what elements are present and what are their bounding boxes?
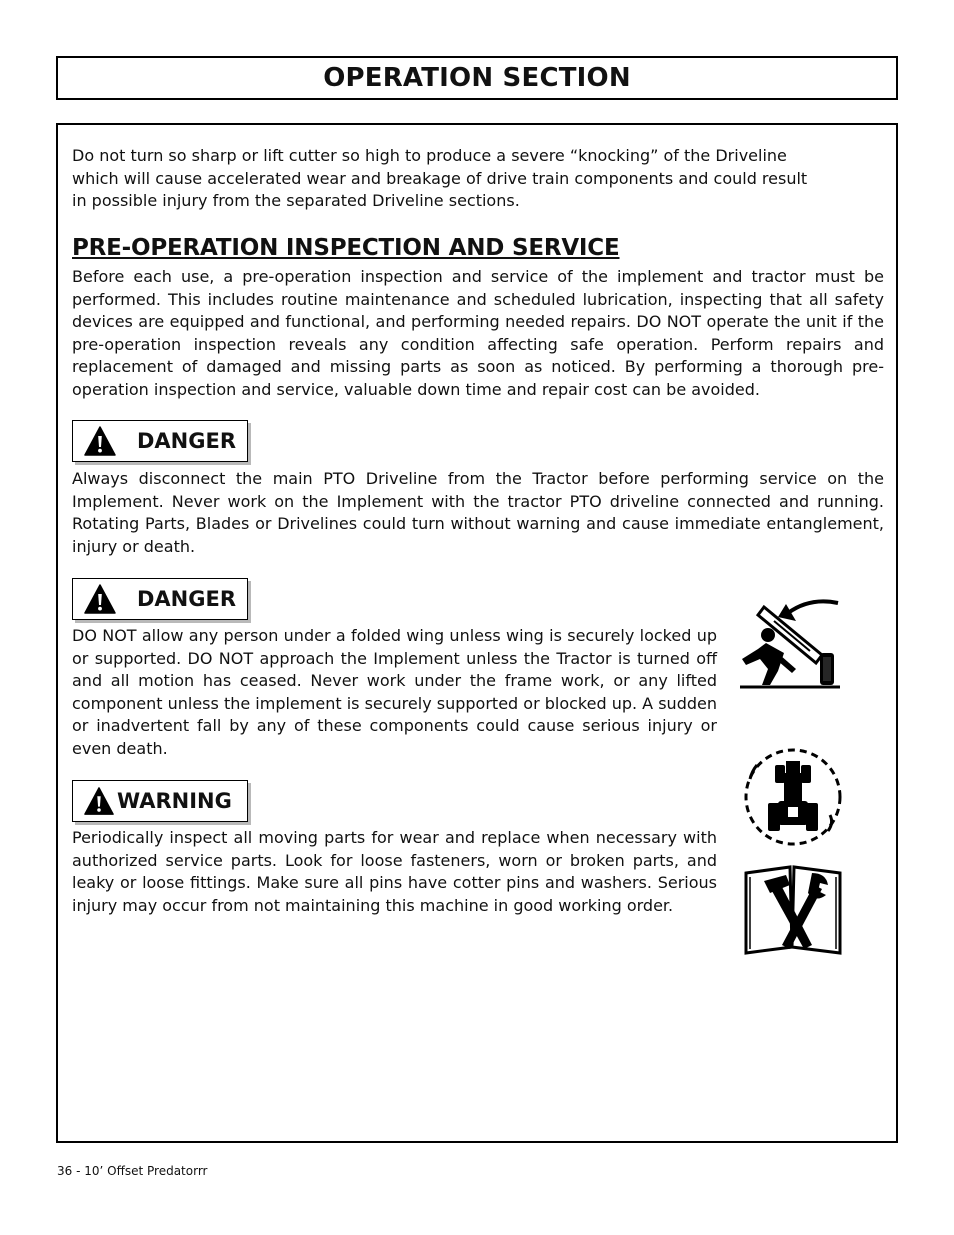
pre-operation-body: Before each use, a pre-operation inspection and service of the implement and tractor must be performed. This includes routine maintenance and scheduled lubrication, inspecting that all safety devices are equipped and functional, and performing needed repairs. DO NOT operate the unit if the pre-operation inspection reveals any condition affecting safe operation. Perform repairs and replacement of damaged and missing parts as soon as noticed. By performing a thorough pre-operation inspection and service, valuable down time and repair cost can be avoided. [72, 267, 884, 399]
danger-label-2 [72, 578, 248, 620]
warning-triangle-icon [83, 785, 115, 817]
page-footer: 36 - 10’ Offset Predatorrr [57, 1164, 208, 1178]
warning-label-text: WARNING [117, 789, 232, 813]
section-header [56, 56, 898, 100]
danger-label-1 [72, 420, 248, 462]
section-title: OPERATION SECTION [323, 63, 631, 93]
danger-label-text: DANGER [137, 587, 237, 611]
content-box [56, 123, 898, 1143]
intro-paragraph [72, 145, 872, 213]
warning-label [72, 780, 248, 822]
danger-2-body: DO NOT allow any person under a folded wing unless wing is securely locked up or supported. DO NOT approach the Implement unless the Tractor is turned off and all motion has ceased. Never work under the frame work, or any lifted component unless the implement is securely supported or blocked up. A sudden or inadvertent fall by any of these components could cause serious injury or even death. [72, 626, 717, 758]
danger-triangle-icon [83, 425, 117, 457]
danger-triangle-icon [83, 583, 117, 615]
danger-label-text: DANGER [137, 429, 237, 453]
intro-line-2: which will cause accelerated wear and breakage of drive train components and could result [72, 168, 808, 188]
intro-line-3: in possible injury from the separated Driveline sections. [72, 191, 520, 210]
warning-body: Periodically inspect all moving parts for wear and replace when necessary with authorized service parts. Look for loose fasteners, worn or broken parts, and leaky or loose fittings. Make sure all pins have cotter pins and washers. Serious injury may occur from not maintaining this machine in good working order. [72, 828, 717, 915]
tractor-shutdown-icon [742, 745, 844, 849]
danger-1-body: Always disconnect the main PTO Driveline from the Tractor before performing service on the Implement. Never work on the Implement with the tractor PTO driveline connected and running. Rotating Parts, Blades or Drivelines could turn without warning and cause immediate entanglement, injury or death. [72, 469, 884, 556]
intro-line-1: Do not turn so sharp or lift cutter so high to produce a severe “knocking” of the Driveline [72, 146, 787, 165]
pre-operation-heading: PRE-OPERATION INSPECTION AND SERVICE [72, 235, 620, 261]
falling-wing-crush-icon [738, 595, 842, 691]
service-manual-tools-icon [742, 863, 844, 955]
